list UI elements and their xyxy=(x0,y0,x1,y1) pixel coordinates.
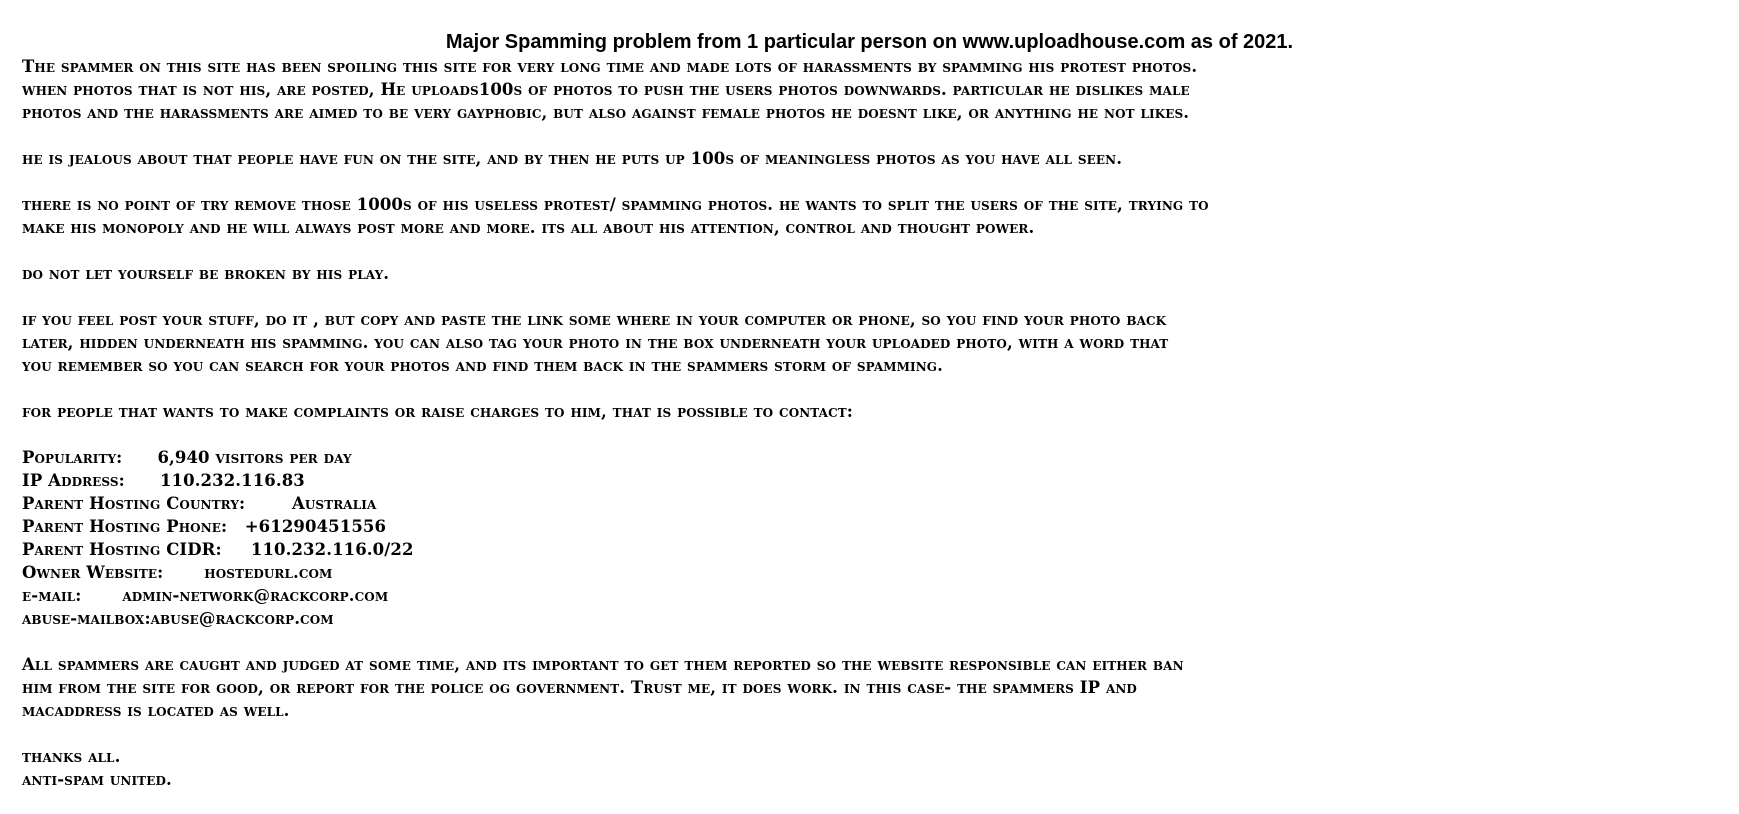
info-gap xyxy=(125,471,160,490)
paragraph-no-point xyxy=(22,193,1712,239)
info-value: Australia xyxy=(291,494,377,513)
text-line: photos and the harassments are aimed to be very gayphobic, but also against female photos he doesnt like, or anything he not likes. xyxy=(22,103,1190,122)
info-row-hosting-cidr xyxy=(22,538,1712,561)
info-gap xyxy=(222,540,251,559)
info-label: e-mail: xyxy=(22,586,82,605)
text-line: if you feel post your stuff, do it , but copy and paste the link some where in your computer or phone, so you find your photo back xyxy=(22,310,1167,329)
info-label: Parent Hosting Phone: xyxy=(22,517,228,536)
paragraph-closing xyxy=(22,653,1712,722)
info-value: 110.232.116.0/22 xyxy=(250,540,414,559)
paragraph-do-not-break xyxy=(22,262,1712,285)
info-value: admin-network@rackcorp.com xyxy=(122,586,389,605)
text-line: All spammers are caught and judged at some time, and its important to get them reported so the website responsible can either ban xyxy=(22,655,1184,674)
paragraph-spammer-intro xyxy=(22,55,1712,124)
text-line: when photos that is not his, are posted, He uploads100s of photos to push the users photos downwards. particular he dislikes male xyxy=(22,80,1190,99)
text-line: make his monopoly and he will always post more and more. its all about his attention, control and thought power. xyxy=(22,218,1035,237)
info-gap xyxy=(163,563,204,582)
paragraph-jealous xyxy=(22,147,1712,170)
info-label: IP Address: xyxy=(22,471,125,490)
info-gap xyxy=(81,586,122,605)
info-gap xyxy=(227,517,245,536)
paragraph-contact-intro xyxy=(22,400,1712,423)
info-row-hosting-phone xyxy=(22,515,1712,538)
paragraph-advice xyxy=(22,308,1712,377)
info-row-popularity xyxy=(22,446,1712,469)
info-label: Owner Website: xyxy=(22,563,164,582)
text-line: thanks all. xyxy=(22,747,121,766)
text-line: you remember so you can search for your photos and find them back in the spammers storm of spamming. xyxy=(22,356,944,375)
text-line: do not let yourself be broken by his play. xyxy=(22,264,390,283)
info-value: +61290451556 xyxy=(244,517,387,536)
text-line: there is no point of try remove those 1000s of his useless protest/ spamming photos. he wants to split the users of the site, trying to xyxy=(22,195,1209,214)
text-line: anti-spam united. xyxy=(22,770,172,789)
document-body xyxy=(22,55,1712,814)
info-label: Parent Hosting Country: xyxy=(22,494,246,513)
info-label: Parent Hosting CIDR: xyxy=(22,540,222,559)
text-line: later, hidden underneath his spamming. you can also tag your photo in the box underneath your uploaded photo, with a word that xyxy=(22,333,1169,352)
info-value: hostedurl.com xyxy=(204,563,333,582)
info-label: Popularity: xyxy=(22,448,123,467)
paragraph-signoff xyxy=(22,745,1712,791)
text-line: macaddress is located as well. xyxy=(22,701,290,720)
info-value: 6,940 visitors per day xyxy=(157,448,352,467)
info-gap xyxy=(245,494,292,513)
document-title: Major Spamming problem from 1 particular person on www.uploadhouse.com as of 2021. xyxy=(445,31,1294,53)
info-value: abuse@rackcorp.com xyxy=(150,609,334,628)
info-value: 110.232.116.83 xyxy=(159,471,305,490)
info-row-owner-website xyxy=(22,561,1712,584)
info-row-hosting-country xyxy=(22,492,1712,515)
info-row-ip-address xyxy=(22,469,1712,492)
text-line: him from the site for good, or report for the police og government. Trust me, it does work. in this case- the spammers IP and xyxy=(22,678,1137,697)
info-label: abuse-mailbox: xyxy=(22,609,151,628)
info-row-abuse-mailbox xyxy=(22,607,1712,630)
info-row-email xyxy=(22,584,1712,607)
text-line: he is jealous about that people have fun on the site, and by then he puts up 100s of meaningless photos as you have all seen. xyxy=(22,149,1123,168)
info-gap xyxy=(122,448,157,467)
text-line: The spammer on this site has been spoiling this site for very long time and made lots of harassments by spamming his protest photos. xyxy=(22,57,1198,76)
text-line: for people that wants to make complaints or raise charges to him, that is possible to contact: xyxy=(22,402,853,421)
contact-info-list xyxy=(22,446,1712,630)
